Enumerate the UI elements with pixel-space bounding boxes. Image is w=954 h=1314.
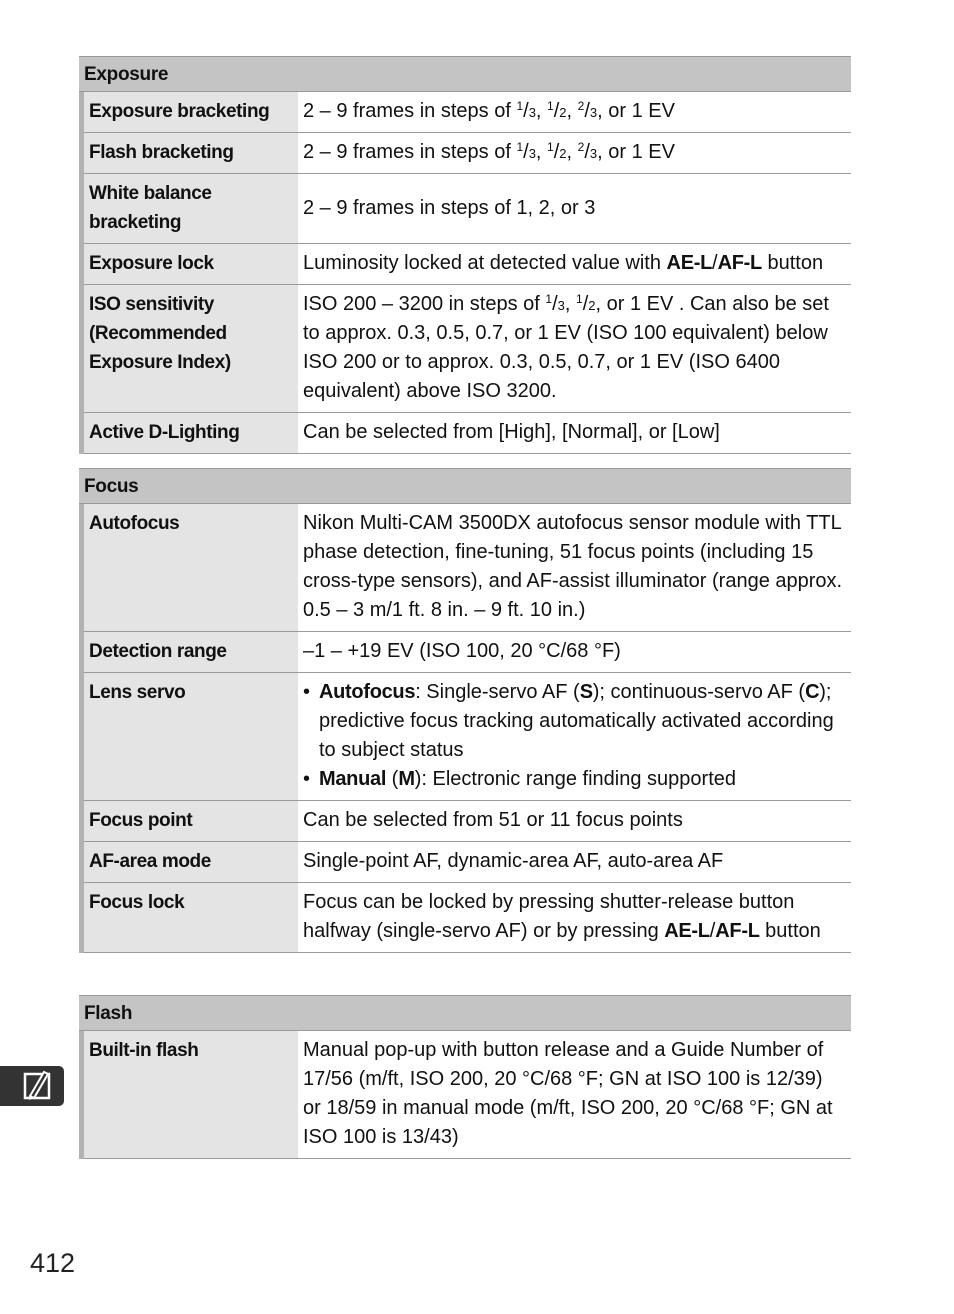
section-title-flash: Flash [79,995,851,1031]
section-title-exposure: Exposure [79,56,851,92]
flash-table [79,1031,851,1159]
list-item: • Manual (M): Electronic range finding supported [303,768,737,790]
row-label: Active D-Lighting [84,413,298,453]
row-value: Nikon Multi-CAM 3500DX autofocus sensor module with TTL phase detection, fine-tuning, 51 focus points (including 15 cross-type sensors), and AF-assist illuminator (range approx. 0.5 – 3 m/1 ft. 8 in. – 9 ft. 10 in.) [303,512,843,621]
section-title-focus: Focus [79,468,851,504]
focus-table [79,504,851,953]
table-row [84,92,851,133]
row-label: Built-in flash [84,1031,298,1158]
row-value: 2 – 9 frames in steps of $^1$/3, $^1$/2, $^2$/3, or 1 EV [303,140,675,163]
row-value: 2 – 9 frames in steps of $^1$/3, $^1$/2, $^2$/3, or 1 EV [303,99,675,122]
exposure-table [79,92,851,454]
row-label: Detection range [84,632,298,672]
row-label: Autofocus [84,504,298,631]
row-value: Focus can be locked by pressing shutter-release button halfway (single-servo AF) or by pressing AE-L/AF-L button [303,891,821,942]
row-label: Flash bracketing [84,133,298,173]
row-label: Focus point [84,801,298,841]
row-value: Manual pop-up with button release and a Guide Number of 17/56 (m/ft, ISO 200, 20 °C/68 °F; GN at ISO 100 is 12/39) or 18/59 in manual mode (m/ft, ISO 200, 20 °C/68 °F; GN at ISO 100 is 13/43) [303,1039,833,1148]
list-item: • Autofocus: Single-servo AF (S); continuous-servo AF (C); predictive focus tracking automatically activated according to subject status [303,681,834,761]
table-row [84,883,851,953]
focus-section [79,468,851,953]
table-row [84,413,851,454]
table-row [84,133,851,174]
table-row [84,504,851,632]
table-row [84,842,851,883]
table-row [84,1031,851,1159]
page-number: 412 [30,1248,76,1278]
row-label: White balance bracketing [84,174,298,243]
notes-pencil-icon [0,1066,64,1106]
table-row [84,285,851,413]
row-label: Lens servo [84,673,298,800]
row-label: AF-area mode [84,842,298,882]
row-value: Luminosity locked at detected value with AE-L/AF-L button [303,252,824,274]
row-label: Exposure bracketing [84,92,298,132]
row-label: ISO sensitivity (Recommended Exposure Index) [84,285,298,412]
row-value: 2 – 9 frames in steps of 1, 2, or 3 [303,196,596,219]
row-value: –1 – +19 EV (ISO 100, 20 °C/68 °F) [303,640,621,662]
row-label: Focus lock [84,883,298,952]
row-value: ISO 200 – 3200 in steps of $^1$/3, $^1$/2, or 1 EV . Can also be set to approx. 0.3, 0.5, 0.7, or 1 EV (ISO 100 equivalent) below ISO 200 or to approx. 0.3, 0.5, 0.7, or 1 EV (ISO 6400 equivalent) above ISO 3200. [303,292,829,402]
row-value: Can be selected from [High], [Normal], or [Low] [303,421,720,443]
table-row [84,174,851,244]
row-value: Single-point AF, dynamic-area AF, auto-area AF [303,850,724,872]
table-row [84,632,851,673]
flash-section [79,995,851,1159]
row-value [298,673,851,800]
row-label: Exposure lock [84,244,298,284]
exposure-section [79,56,851,454]
table-row [84,673,851,801]
table-row [84,244,851,285]
table-row [84,801,851,842]
row-value: Can be selected from 51 or 11 focus points [303,809,683,831]
